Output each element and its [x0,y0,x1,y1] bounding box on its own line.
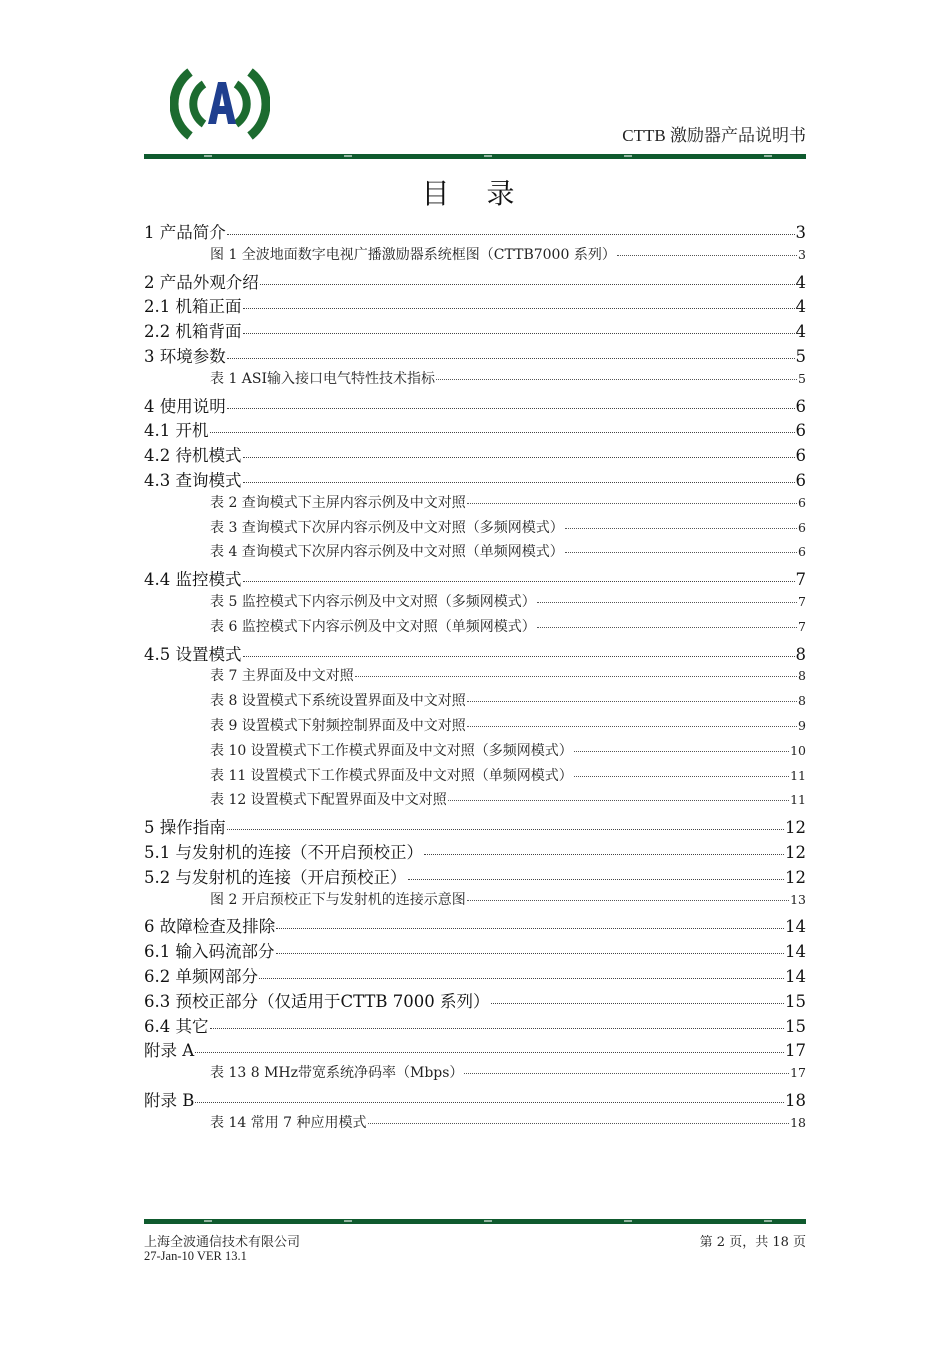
toc-label: 表 2 查询模式下主屏内容示例及中文对照 [210,494,466,511]
toc-leader [617,255,797,256]
toc-entry[interactable] [144,293,806,317]
toc-label: 4.1 开机 [144,421,209,441]
toc-label: 5 操作指南 [144,818,226,838]
toc-heading: 目 录 [421,177,529,210]
toc-label: 表 12 设置模式下配置界面及中文对照 [210,792,447,809]
toc-entry[interactable] [144,269,806,293]
toc-leader [276,953,785,954]
toc-page-number: 14 [785,967,806,986]
toc-entry[interactable] [144,864,806,888]
toc-page-number: 8 [795,644,806,664]
toc-page-number: 4 [795,297,806,317]
toc-leader [565,528,797,529]
toc-label: 表 11 设置模式下工作模式界面及中文对照（单频网模式） [210,767,573,784]
toc-label: 6.1 输入码流部分 [144,942,275,962]
toc-page-number: 11 [790,792,806,808]
toc-label: 表 8 设置模式下系统设置界面及中文对照 [210,693,466,710]
toc-entry[interactable] [144,318,806,342]
toc-subentry[interactable] [210,665,806,685]
toc-label: 表 9 设置模式下射频控制界面及中文对照 [210,718,466,734]
toc-leader [210,1028,785,1029]
toc-entry[interactable] [144,641,806,665]
toc-page-number: 15 [785,1016,806,1036]
toc-page-number: 6 [795,421,806,441]
toc-label: 附录 A [144,1041,195,1061]
toc-entry[interactable] [144,566,806,590]
toc-leader [243,482,795,483]
toc-entry[interactable] [144,442,806,466]
toc-subentry[interactable] [210,690,806,710]
document-title: CTTB 激励器产品说明书 [622,126,806,145]
toc-page-number: 18 [790,1114,806,1130]
toc-page-number: 15 [785,991,806,1011]
toc-page-number: 14 [785,917,806,937]
toc-leader [537,602,797,603]
toc-leader [210,432,795,433]
toc-subentry[interactable] [210,492,806,512]
company-logo [170,68,270,140]
toc-leader [195,1102,784,1103]
toc-leader [243,308,795,309]
toc-leader [368,1123,790,1124]
toc-label: 6 故障检查及排除 [144,917,276,937]
toc-page-number: 12 [785,843,806,862]
toc-page-number: 17 [790,1065,806,1081]
toc-label: 6.4 其它 [144,1016,209,1036]
toc-entry[interactable] [144,913,806,937]
toc-page-number: 9 [798,718,806,733]
toc-entry[interactable] [144,988,806,1012]
toc-leader [355,676,797,677]
toc-leader [227,829,784,830]
toc-entry[interactable] [144,1037,806,1061]
toc-label: 6.2 单频网部分 [144,967,258,986]
toc-page-number: 5 [798,370,806,386]
toc-leader [227,358,795,359]
toc-leader [448,800,789,801]
toc-page-number: 4 [795,322,806,342]
footer-company: 上海全波通信技术有限公司 [144,1235,301,1250]
toc-subentry[interactable] [210,517,806,537]
toc-subentry[interactable] [210,889,806,909]
toc-entry[interactable] [144,963,806,987]
toc-page-number: 3 [795,223,806,242]
toc-leader [467,900,789,901]
toc-leader [467,503,797,504]
toc-leader [260,284,795,285]
toc-subentry[interactable] [210,368,806,388]
toc-label: 4 使用说明 [144,396,226,416]
toc-label: 表 4 查询模式下次屏内容示例及中文对照（单频网模式） [210,544,564,561]
toc-page-number: 6 [798,494,806,510]
toc-label: 5.1 与发射机的连接（不开启预校正） [144,843,423,862]
toc-page-number: 12 [785,867,806,887]
toc-label: 表 5 监控模式下内容示例及中文对照（多频网模式） [210,594,536,610]
toc-label: 4.4 监控模式 [144,570,242,590]
toc-label: 表 14 常用 7 种应用模式 [210,1114,367,1131]
toc-entry[interactable] [144,343,806,367]
toc-label: 表 3 查询模式下次屏内容示例及中文对照（多频网模式） [210,519,564,536]
toc-label: 4.3 查询模式 [144,471,242,490]
toc-leader [574,751,789,752]
footer-page-number: 第 2 页，共 18 页 [699,1235,806,1250]
toc-page-number: 6 [795,471,806,490]
toc-page-number: 3 [798,246,806,262]
toc-page-number: 6 [798,519,806,535]
footer-date-version: 27-Jan-10 VER 13.1 [144,1249,247,1263]
toc-leader [227,234,795,235]
toc-leader [574,776,789,777]
toc-leader [464,1073,789,1074]
toc-page-number: 18 [785,1091,806,1110]
toc-subentry[interactable] [210,616,806,636]
toc-subentry[interactable] [210,789,806,809]
toc-entry[interactable] [144,417,806,441]
footer-rule [144,1219,806,1224]
toc-entry[interactable] [144,219,806,243]
toc-page-number: 8 [798,668,806,684]
toc-page-number: 7 [795,570,806,590]
toc-leader [259,978,784,979]
toc-page-number: 5 [795,347,806,366]
toc-leader [467,726,797,727]
toc-subentry[interactable] [210,715,806,735]
toc-subentry[interactable] [210,740,806,760]
toc-subentry[interactable] [210,244,806,264]
toc-subentry[interactable] [210,1062,806,1082]
toc-entry[interactable] [144,1087,806,1111]
toc-leader [424,854,784,855]
toc-label: 2.2 机箱背面 [144,322,242,342]
toc-page-number: 6 [795,396,806,416]
toc-leader [537,627,797,628]
toc-leader [243,581,795,582]
toc-entry[interactable] [144,1013,806,1037]
toc-label: 表 13 8 MHz带宽系统净码率（Mbps） [210,1065,464,1082]
toc-label: 2 产品外观介绍 [144,272,259,292]
toc-label: 2.1 机箱正面 [144,297,242,317]
toc-label: 3 环境参数 [144,347,226,366]
toc-label: 4.2 待机模式 [144,446,242,466]
toc-leader [436,379,797,380]
toc-page-number: 7 [798,618,806,634]
toc-label: 附录 B [144,1091,195,1110]
toc-entry[interactable] [144,467,806,491]
toc-label: 表 7 主界面及中文对照 [210,668,354,685]
toc-leader [565,552,797,553]
toc-label: 表 10 设置模式下工作模式界面及中文对照（多频网模式） [210,742,573,759]
toc-page-number: 11 [790,767,806,783]
toc-subentry[interactable] [210,591,806,611]
toc-leader [243,457,795,458]
toc-page-number: 7 [798,594,806,609]
toc-label: 图 2 开启预校正下与发射机的连接示意图 [210,891,466,908]
toc-entry[interactable] [144,839,806,863]
toc-label: 表 1 ASI输入接口电气特性技术指标 [210,370,436,387]
toc-leader [276,928,784,929]
toc-leader [195,1052,784,1053]
toc-subentry[interactable] [210,765,806,785]
toc-subentry[interactable] [210,541,806,561]
toc-subentry[interactable] [210,1112,806,1132]
toc-page-number: 6 [798,544,806,560]
header-rule [144,154,806,159]
toc-leader [491,1003,784,1004]
toc-label: 4.5 设置模式 [144,644,242,664]
toc-page-number: 6 [795,446,806,466]
toc-entry[interactable] [144,814,806,838]
toc-page-number: 8 [798,693,806,709]
toc-page-number: 10 [790,742,806,758]
toc-label: 6.3 预校正部分（仅适用于CTTB 7000 系列） [144,991,490,1011]
toc-page-number: 12 [785,818,806,838]
toc-label: 1 产品简介 [144,223,226,242]
toc-label: 5.2 与发射机的连接（开启预校正） [144,867,407,887]
toc-leader [243,333,795,334]
toc-leader [243,656,795,657]
toc-page-number: 17 [785,1041,806,1061]
toc-leader [408,879,785,880]
toc-label: 图 1 全波地面数字电视广播激励器系统框图（CTTB7000 系列） [210,246,616,263]
toc-page-number: 14 [785,942,806,962]
toc-leader [227,408,795,409]
toc-leader [467,701,797,702]
toc-label: 表 6 监控模式下内容示例及中文对照（单频网模式） [210,618,536,635]
toc-entry[interactable] [144,393,806,417]
toc-page-number: 4 [795,272,806,292]
toc-page-number: 13 [790,891,806,907]
toc-entry[interactable] [144,938,806,962]
